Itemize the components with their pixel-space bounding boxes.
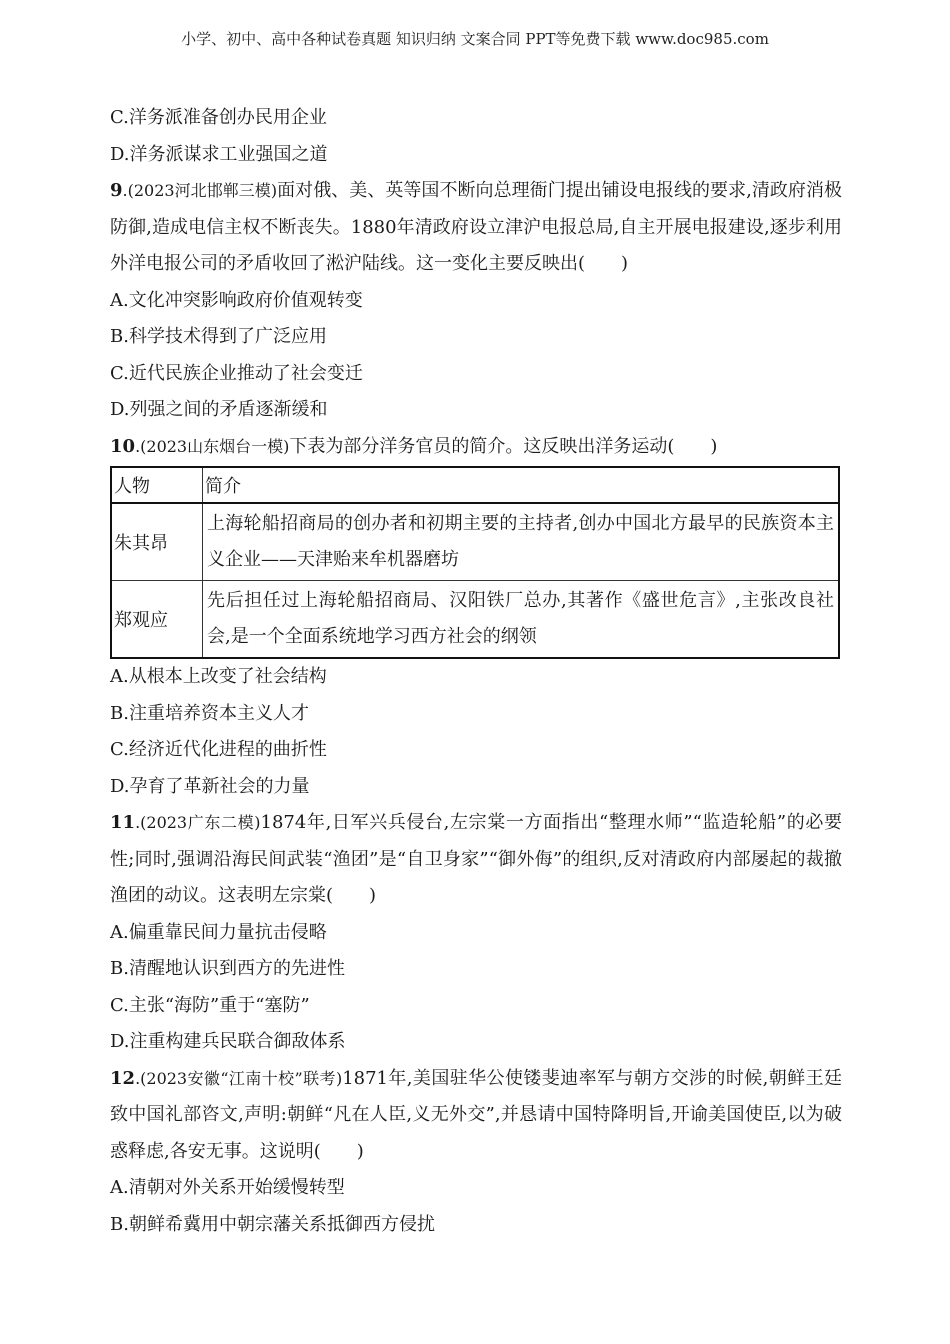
option-c: C.经济近代化进程的曲折性	[110, 739, 327, 760]
option-b: B.科学技术得到了广泛应用	[110, 326, 327, 347]
question-number: 10	[110, 435, 136, 457]
page-header: 小学、初中、高中各种试卷真题 知识归纳 文案合同 PPT等免费下载 www.doc985.com	[181, 30, 769, 48]
question-number: 9	[110, 180, 123, 201]
question-stem	[110, 1061, 842, 1171]
table-cell-person: 郑观应	[111, 581, 203, 659]
document-body	[110, 100, 842, 1243]
table-cell-intro: 上海轮船招商局的创办者和初期主要的主持者,创办中国北方最早的民族资本主义企业——天津贻来牟机器磨坊	[203, 503, 840, 581]
question-text: 面对俄、美、英等国不断向总理衙门提出铺设电报线的要求,清政府消极防御,造成电信主权不断丧失。1880年清政府设立津沪电报总局,自主开展电报建设,逐步利用外洋电报公司的矛盾收回了淞沪陆线。这一变化主要反映出( )	[110, 180, 843, 274]
question-number: 12	[110, 1067, 136, 1089]
option-b: B.注重培养资本主义人才	[110, 702, 309, 724]
table-header-row	[111, 467, 839, 503]
option-d: D.列强之间的矛盾逐渐缓和	[110, 399, 328, 420]
option-c: C.近代民族企业推动了社会变迁	[110, 362, 363, 384]
option-a: A.偏重靠民间力量抗击侵略	[110, 921, 327, 943]
question-stem	[110, 805, 842, 915]
question-text: 1874年,日军兴兵侵台,左宗棠一方面指出“整理水师”“监造轮船”的必要性;同时,强调沿海民间武装“渔团”是“自卫身家”“御外侮”的组织,反对清政府内部屡起的裁撤渔团的动议。这表明左宗棠( )	[110, 812, 843, 906]
question-source: .(2023河北邯郸三模)	[122, 181, 278, 200]
option-b: B.朝鲜希冀用中朝宗藩关系抵御西方侵扰	[110, 1213, 435, 1235]
question-number: 11	[110, 812, 136, 833]
option-c: C.主张“海防”重于“塞防”	[110, 994, 310, 1016]
question-stem	[110, 173, 842, 283]
table-row	[111, 503, 839, 581]
question-source: .(2023安徽“江南十校”联考)	[135, 1068, 343, 1088]
table-cell-person: 朱其昂	[111, 503, 203, 581]
option-d: D.孕育了革新社会的力量	[110, 775, 310, 797]
option-a: A.从根本上改变了社会结构	[110, 666, 327, 687]
option-b: B.清醒地认识到西方的先进性	[110, 958, 345, 979]
option-c: C.洋务派准备创办民用企业	[110, 107, 327, 128]
question-source: .(2023山东烟台一模)	[135, 436, 290, 456]
table-header-cell: 人物	[111, 467, 203, 503]
question-text: 下表为部分洋务官员的简介。这反映出洋务运动( )	[289, 435, 718, 457]
table-row	[111, 581, 839, 659]
option-d: D.注重构建兵民联合御敌体系	[110, 1031, 346, 1052]
question-stem	[110, 429, 842, 466]
option-d: D.洋务派谋求工业强国之道	[110, 143, 328, 165]
question-text: 1871年,美国驻华公使镂斐迪率军与朝方交涉的时候,朝鲜王廷致中国礼部咨文,声明:朝鲜“凡在人臣,义无外交”,并恳请中国特降明旨,开谕美国使臣,以为破惑释虑,各安无事。这说明( )	[110, 1067, 842, 1162]
question-source: .(2023广东二模)	[135, 813, 261, 832]
officials-table	[110, 466, 840, 659]
table-header-cell: 简介	[203, 467, 840, 503]
table-cell-intro: 先后担任过上海轮船招商局、汉阳铁厂总办,其著作《盛世危言》,主张改良社会,是一个全面系统地学习西方社会的纲领	[203, 581, 840, 659]
option-a: A.清朝对外关系开始缓慢转型	[110, 1177, 345, 1198]
option-a: A.文化冲突影响政府价值观转变	[110, 289, 363, 311]
